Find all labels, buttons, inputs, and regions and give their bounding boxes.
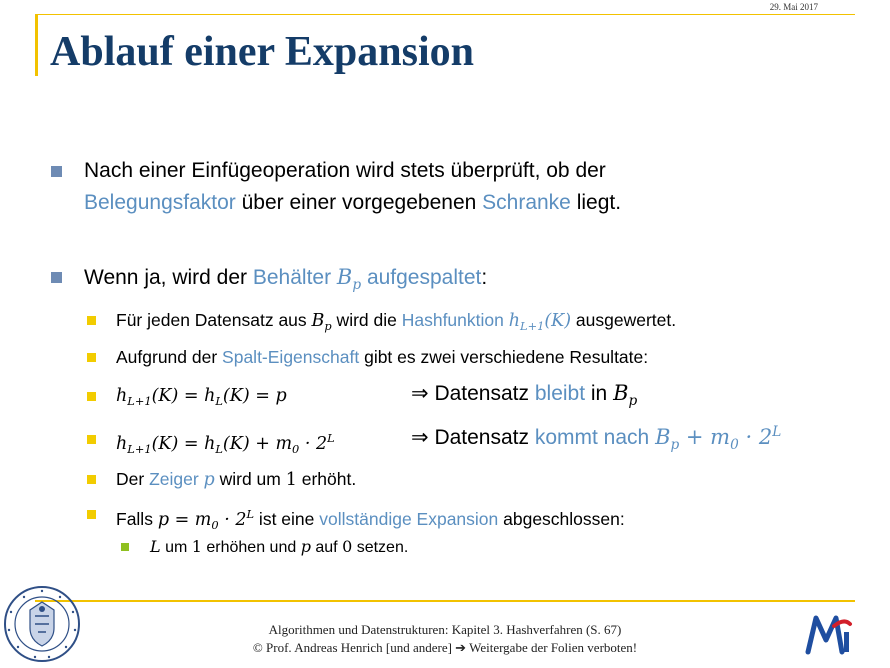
left-rule (35, 14, 38, 76)
case-1-result (411, 381, 637, 409)
math-p: p (300, 537, 311, 556)
case-1-text-b: in (585, 382, 614, 405)
sub-bullet-5 (116, 466, 356, 493)
bullet-marker (87, 510, 96, 519)
sub-bullet-1 (116, 307, 676, 339)
chair-logo-icon (804, 610, 854, 656)
term-vollstaendige-expansion: vollständige Expansion (319, 508, 499, 529)
top-rule (35, 14, 855, 15)
slide-footer (180, 621, 710, 657)
subsub-text-a: um (160, 539, 192, 556)
term-belegungsfaktor: Belegungsfaktor (84, 191, 236, 214)
subsub-text-c: auf (310, 539, 343, 556)
math-full-expansion: $p = m_0 \cdot 2^L$ (157, 507, 255, 532)
sub-5-text-b: wird um (214, 469, 286, 489)
bullet-marker (87, 475, 96, 484)
term-hashfunktion: Hashfunktion (401, 310, 504, 330)
sub-2-text-b: gibt es zwei verschiedene Resultate: (359, 347, 649, 367)
term-spalt-eigenschaft: Spalt-Eigenschaft (222, 347, 360, 367)
sub-sub-bullet-1 (150, 535, 408, 560)
sub-bullet-6 (116, 501, 625, 538)
math-bp: $B_p$ (613, 381, 638, 409)
sub-2-text-a: Aufgrund der (116, 347, 223, 367)
slide-date: 29. Mai 2017 (769, 2, 818, 12)
footer-course: Algorithmen und Datenstrukturen: Kapitel 3. Hashverfahren (S. 67) (268, 622, 622, 637)
math-bp: $B_p$ (311, 311, 332, 333)
slide-title: Ablauf einer Expansion (50, 29, 474, 75)
bullet-marker (87, 316, 96, 325)
term-kommt-nach: kommt nach (534, 426, 650, 450)
case-2-result (411, 424, 781, 453)
sub-6-text-b: ist eine (254, 508, 320, 529)
bullet-marker (51, 166, 62, 177)
sub-1-text-b: wird die (331, 310, 402, 330)
bullet-1-text-c: liegt. (570, 191, 622, 214)
math-target-bucket: $B_p + m_0 \cdot 2^L$ (655, 424, 782, 453)
case-2-text-a: Datensatz (434, 426, 535, 450)
subsub-text-b: erhöhen und (201, 539, 301, 556)
university-seal-icon (2, 576, 82, 664)
right-arrow-icon: ➔ (455, 640, 467, 655)
math-bp: $B_p$ (336, 265, 362, 293)
bullet-2-text-a: Wenn ja, wird der (84, 266, 253, 289)
bullet-marker (87, 435, 96, 444)
term-behaelter: Behälter (252, 266, 332, 289)
bullet-marker (87, 392, 96, 401)
term-aufgespaltet: aufgespaltet (366, 266, 482, 289)
math-l: L (150, 537, 161, 556)
footer-copyright: © Prof. Andreas Henrich [und andere] ➔ Weitergabe der Folien verboten! (252, 640, 638, 655)
math-p: p (203, 470, 215, 490)
sub-5-text-a: Der (116, 469, 150, 489)
bullet-1 (84, 155, 621, 219)
math-hash-l1: $h_{L+1}(K)$ (508, 311, 572, 333)
sub-6-text-a: Falls (116, 508, 158, 529)
sub-1-text-a: Für jeden Datensatz aus (116, 310, 312, 330)
bullet-marker (87, 353, 96, 362)
math-zero: 0 (342, 537, 353, 556)
math-one: 1 (285, 470, 297, 490)
sub-bullet-4 (116, 425, 335, 462)
bullet-1-text-a: Nach einer Einfügeoperation wird stets überprüft, ob der (84, 159, 606, 182)
sub-bullet-2 (116, 344, 648, 370)
math-case-1: $h_{L+1}(K) = h_L(K) = p$ (116, 386, 287, 408)
sub-5-text-c: erhöht. (296, 469, 357, 489)
sub-1-text-c: ausgewertet. (571, 310, 677, 330)
right-arrow-icon: ⇒ (411, 382, 429, 405)
case-1-text-a: Datensatz (434, 382, 535, 405)
sub-bullet-3 (116, 382, 287, 414)
bullet-marker (121, 543, 129, 551)
right-arrow-icon: ⇒ (411, 426, 429, 450)
term-schranke: Schranke (482, 191, 571, 214)
math-one: 1 (191, 537, 202, 556)
subsub-text-d: setzen. (352, 539, 409, 556)
bullet-marker (51, 272, 62, 283)
math-case-2: $h_{L+1}(K) = h_L(K) + m_0 \cdot 2^L$ (116, 431, 335, 456)
term-zeiger: Zeiger (149, 469, 199, 489)
bullet-1-text-b: über einer vorgegebenen (235, 191, 483, 214)
bullet-2 (84, 261, 487, 301)
bottom-rule (35, 600, 855, 602)
bullet-2-text-b: : (481, 266, 488, 289)
term-bleibt: bleibt (534, 382, 586, 405)
sub-6-text-c: abgeschlossen: (498, 508, 625, 529)
